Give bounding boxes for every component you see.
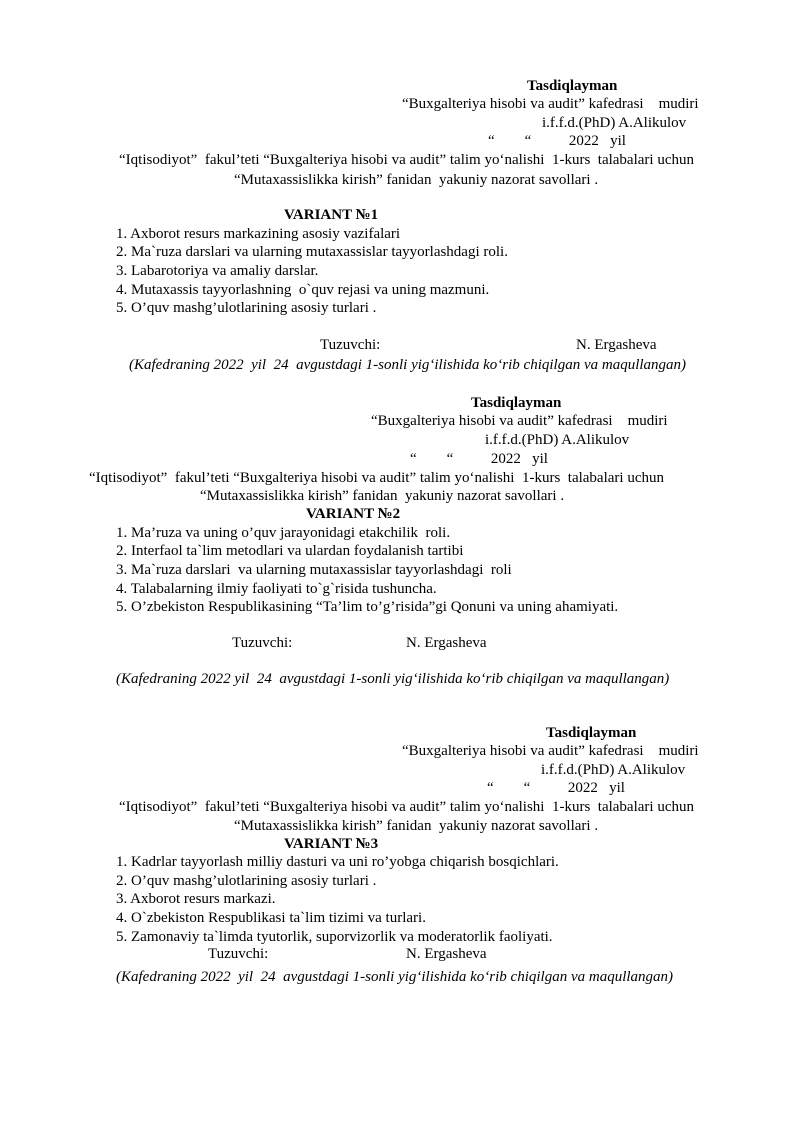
question-item: 1. Ma’ruza va uning o’quv jarayonidagi etakchilik roli. <box>116 525 451 541</box>
author-name: N. Ergasheva <box>576 337 657 353</box>
approval-note: (Kafedraning 2022 yil 24 avgustdagi 1-sonli yig‘ilishida ko‘rib chiqilgan va maqullangan) <box>129 357 687 373</box>
author-label: Tuzuvchi: <box>232 635 293 651</box>
question-item: 3. Ma`ruza darslari va ularning mutaxassislar tayyorlashdagi roli <box>116 562 512 578</box>
subject-line: “Mutaxassislikka kirish” fanidan yakuniy nazorat savollari . <box>234 818 599 834</box>
author-label: Tuzuvchi: <box>320 337 381 353</box>
approval-title: Tasdiqlayman <box>546 725 637 741</box>
author-label: Tuzuvchi: <box>208 946 269 962</box>
head-of-department-line: i.f.f.d.(PhD) A.Alikulov <box>541 762 686 778</box>
faculty-line: “Iqtisodiyot” fakul’teti “Buxgalteriya hisobi va audit” talim yo‘nalishi 1-kurs talabalari uchun <box>119 152 694 168</box>
approval-note: (Kafedraning 2022 yil 24 avgustdagi 1-sonli yig‘ilishida ko‘rib chiqilgan va maqullangan) <box>116 671 670 687</box>
subject-line: “Mutaxassislikka kirish” fanidan yakuniy nazorat savollari . <box>200 488 565 504</box>
faculty-line: “Iqtisodiyot” fakul’teti “Buxgalteriya hisobi va audit” talim yo‘nalishi 1-kurs talabalari uchun <box>89 470 664 486</box>
question-item: 5. O’quv mashg’ulotlarining asosiy turlari . <box>116 300 377 316</box>
variant-title: VARIANT №1 <box>284 207 379 223</box>
variant-title: VARIANT №3 <box>284 836 379 852</box>
question-item: 4. Talabalarning ilmiy faoliyati to`g`risida tushuncha. <box>116 581 437 597</box>
faculty-line: “Iqtisodiyot” fakul’teti “Buxgalteriya hisobi va audit” talim yo‘nalishi 1-kurs talabalari uchun <box>119 799 694 815</box>
question-item: 2. Ma`ruza darslari va ularning mutaxassislar tayyorlashdagi roli. <box>116 244 508 260</box>
subject-line: “Mutaxassislikka kirish” fanidan yakuniy nazorat savollari . <box>234 172 599 188</box>
department-line: “Buxgalteriya hisobi va audit” kafedrasi mudiri <box>402 743 699 759</box>
date-line: “ “ 2022 yil <box>488 133 626 149</box>
date-line: “ “ 2022 yil <box>487 780 625 796</box>
department-line: “Buxgalteriya hisobi va audit” kafedrasi mudiri <box>371 413 668 429</box>
question-item: 2. Interfaol ta`lim metodlari va ulardan foydalanish tartibi <box>116 543 464 559</box>
question-item: 3. Axborot resurs markazi. <box>116 891 276 907</box>
variant-title: VARIANT №2 <box>306 506 401 522</box>
question-item: 1. Kadrlar tayyorlash milliy dasturi va uni ro’yobga chiqarish bosqichlari. <box>116 854 559 870</box>
author-name: N. Ergasheva <box>406 946 487 962</box>
author-name: N. Ergasheva <box>406 635 487 651</box>
question-item: 4. Mutaxassis tayyorlashning o`quv rejasi va uning mazmuni. <box>116 282 490 298</box>
question-item: 5. Zamonaviy ta`limda tyutorlik, suporvizorlik va moderatorlik faoliyati. <box>116 929 553 945</box>
question-item: 1. Axborot resurs markazining asosiy vazifalari <box>116 226 401 242</box>
date-line: “ “ 2022 yil <box>410 451 548 467</box>
question-item: 4. O`zbekiston Respublikasi ta`lim tizimi va turlari. <box>116 910 426 926</box>
approval-title: Tasdiqlayman <box>527 78 618 94</box>
question-item: 3. Labarotoriya va amaliy darslar. <box>116 263 319 279</box>
approval-title: Tasdiqlayman <box>471 395 562 411</box>
question-item: 2. O’quv mashg’ulotlarining asosiy turlari . <box>116 873 377 889</box>
head-of-department-line: i.f.f.d.(PhD) A.Alikulov <box>485 432 630 448</box>
head-of-department-line: i.f.f.d.(PhD) A.Alikulov <box>542 115 687 131</box>
department-line: “Buxgalteriya hisobi va audit” kafedrasi mudiri <box>402 96 699 112</box>
approval-note: (Kafedraning 2022 yil 24 avgustdagi 1-sonli yig‘ilishida ko‘rib chiqilgan va maqullangan) <box>116 969 674 985</box>
question-item: 5. O’zbekiston Respublikasining “Ta’lim to’g’risida”gi Qonuni va uning ahamiyati. <box>116 599 619 615</box>
